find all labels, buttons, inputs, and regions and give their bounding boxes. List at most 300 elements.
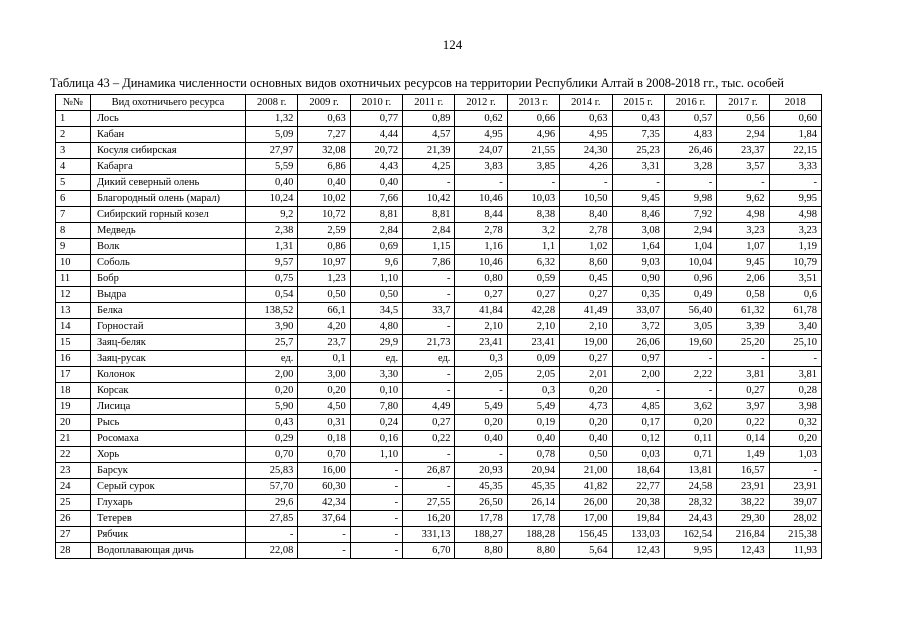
value-cell: 28,32 [664, 495, 716, 511]
value-cell: 3,81 [717, 367, 769, 383]
value-cell: 3,00 [298, 367, 350, 383]
value-cell: 0,19 [507, 415, 559, 431]
species-name-cell: Хорь [91, 447, 246, 463]
value-cell: ед. [246, 351, 298, 367]
value-cell: 0,80 [455, 271, 507, 287]
value-cell: 9,6 [350, 255, 402, 271]
value-cell: 3,23 [717, 223, 769, 239]
table-row [56, 527, 822, 543]
species-name-cell: Глухарь [91, 495, 246, 511]
value-cell: 4,49 [403, 399, 455, 415]
value-cell: 0,50 [560, 447, 612, 463]
column-header-species: Вид охотничьего ресурса [91, 95, 246, 111]
value-cell: 25,10 [769, 335, 821, 351]
species-name-cell: Колонок [91, 367, 246, 383]
value-cell: 25,7 [246, 335, 298, 351]
species-name-cell: Медведь [91, 223, 246, 239]
table-row [56, 303, 822, 319]
value-cell: 29,6 [246, 495, 298, 511]
value-cell: 1,84 [769, 127, 821, 143]
value-cell: 2,05 [455, 367, 507, 383]
value-cell: 0,11 [664, 431, 716, 447]
row-number-cell: 5 [56, 175, 91, 191]
column-header-year: 2013 г. [507, 95, 559, 111]
value-cell: 3,90 [246, 319, 298, 335]
value-cell: 2,00 [612, 367, 664, 383]
value-cell: 1,31 [246, 239, 298, 255]
value-cell: 45,35 [455, 479, 507, 495]
value-cell: 2,78 [455, 223, 507, 239]
value-cell: 0,20 [455, 415, 507, 431]
value-cell: - [298, 543, 350, 559]
value-cell: 4,73 [560, 399, 612, 415]
value-cell: 2,38 [246, 223, 298, 239]
value-cell: 4,20 [298, 319, 350, 335]
value-cell: 20,72 [350, 143, 402, 159]
row-number-cell: 19 [56, 399, 91, 415]
value-cell: 9,45 [612, 191, 664, 207]
value-cell: 21,00 [560, 463, 612, 479]
value-cell: 0,40 [507, 431, 559, 447]
value-cell: - [664, 175, 716, 191]
value-cell: 9,62 [717, 191, 769, 207]
value-cell: 0,97 [612, 351, 664, 367]
value-cell: - [350, 527, 402, 543]
value-cell: 0,69 [350, 239, 402, 255]
value-cell: 10,46 [455, 255, 507, 271]
species-name-cell: Серый сурок [91, 479, 246, 495]
table-row [56, 383, 822, 399]
row-number-cell: 3 [56, 143, 91, 159]
value-cell: 0,54 [246, 287, 298, 303]
value-cell: 9,98 [664, 191, 716, 207]
value-cell: 3,23 [769, 223, 821, 239]
value-cell: - [769, 463, 821, 479]
value-cell: 0,58 [717, 287, 769, 303]
species-name-cell: Волк [91, 239, 246, 255]
value-cell: 331,13 [403, 527, 455, 543]
value-cell: 24,58 [664, 479, 716, 495]
value-cell: 6,70 [403, 543, 455, 559]
value-cell: 7,35 [612, 127, 664, 143]
value-cell: 1,16 [455, 239, 507, 255]
value-cell: 9,2 [246, 207, 298, 223]
value-cell: - [612, 175, 664, 191]
value-cell: 23,37 [717, 143, 769, 159]
value-cell: 0,27 [507, 287, 559, 303]
species-name-cell: Рябчик [91, 527, 246, 543]
value-cell: 0,09 [507, 351, 559, 367]
value-cell: 0,6 [769, 287, 821, 303]
row-number-cell: 24 [56, 479, 91, 495]
column-header-year: 2009 г. [298, 95, 350, 111]
value-cell: 0,03 [612, 447, 664, 463]
value-cell: 2,10 [507, 319, 559, 335]
column-header-year: 2015 г. [612, 95, 664, 111]
value-cell: 39,07 [769, 495, 821, 511]
column-header-year: 2011 г. [403, 95, 455, 111]
value-cell: 10,46 [455, 191, 507, 207]
value-cell: 0,20 [560, 383, 612, 399]
value-cell: 4,95 [455, 127, 507, 143]
value-cell: - [403, 383, 455, 399]
value-cell: 1,04 [664, 239, 716, 255]
value-cell: 42,28 [507, 303, 559, 319]
value-cell: 5,59 [246, 159, 298, 175]
value-cell: 0,3 [507, 383, 559, 399]
value-cell: 0,57 [664, 111, 716, 127]
value-cell: 26,50 [455, 495, 507, 511]
row-number-cell: 21 [56, 431, 91, 447]
value-cell: 23,91 [717, 479, 769, 495]
row-number-cell: 20 [56, 415, 91, 431]
row-number-cell: 26 [56, 511, 91, 527]
value-cell: - [246, 527, 298, 543]
species-name-cell: Выдра [91, 287, 246, 303]
row-number-cell: 22 [56, 447, 91, 463]
table-row [56, 399, 822, 415]
value-cell: 41,49 [560, 303, 612, 319]
value-cell: 2,05 [507, 367, 559, 383]
value-cell: 8,44 [455, 207, 507, 223]
row-number-cell: 2 [56, 127, 91, 143]
value-cell: 0,70 [298, 447, 350, 463]
value-cell: 8,46 [612, 207, 664, 223]
row-number-cell: 12 [56, 287, 91, 303]
value-cell: 8,80 [507, 543, 559, 559]
value-cell: 21,73 [403, 335, 455, 351]
value-cell: - [717, 351, 769, 367]
species-name-cell: Барсук [91, 463, 246, 479]
value-cell: 3,98 [769, 399, 821, 415]
value-cell: 0,27 [560, 351, 612, 367]
species-name-cell: Росомаха [91, 431, 246, 447]
value-cell: 0,78 [507, 447, 559, 463]
species-name-cell: Горностай [91, 319, 246, 335]
value-cell: 0,59 [507, 271, 559, 287]
value-cell: 0,77 [350, 111, 402, 127]
value-cell: 8,81 [350, 207, 402, 223]
value-cell: 4,57 [403, 127, 455, 143]
value-cell: 4,98 [769, 207, 821, 223]
row-number-cell: 25 [56, 495, 91, 511]
value-cell: 0,60 [769, 111, 821, 127]
value-cell: 11,93 [769, 543, 821, 559]
value-cell: 38,22 [717, 495, 769, 511]
value-cell: 7,66 [350, 191, 402, 207]
column-header-year: 2018 [769, 95, 821, 111]
species-name-cell: Косуля сибирская [91, 143, 246, 159]
table-row [56, 479, 822, 495]
species-name-cell: Соболь [91, 255, 246, 271]
table-row [56, 463, 822, 479]
table-row [56, 287, 822, 303]
value-cell: 10,97 [298, 255, 350, 271]
value-cell: 2,94 [717, 127, 769, 143]
value-cell: 3,57 [717, 159, 769, 175]
value-cell: 24,07 [455, 143, 507, 159]
species-name-cell: Корсак [91, 383, 246, 399]
value-cell: 8,60 [560, 255, 612, 271]
value-cell: 0,50 [298, 287, 350, 303]
value-cell: 188,28 [507, 527, 559, 543]
value-cell: 19,84 [612, 511, 664, 527]
species-name-cell: Дикий северный олень [91, 175, 246, 191]
column-header-year: 2008 г. [246, 95, 298, 111]
value-cell: - [769, 351, 821, 367]
value-cell: 0,63 [560, 111, 612, 127]
value-cell: - [403, 175, 455, 191]
value-cell: 9,57 [246, 255, 298, 271]
value-cell: 7,86 [403, 255, 455, 271]
value-cell: 7,80 [350, 399, 402, 415]
table-row [56, 495, 822, 511]
value-cell: 0,40 [350, 175, 402, 191]
value-cell: 33,7 [403, 303, 455, 319]
value-cell: 4,26 [560, 159, 612, 175]
value-cell: 0,22 [717, 415, 769, 431]
value-cell: 0,24 [350, 415, 402, 431]
value-cell: 34,5 [350, 303, 402, 319]
table-body [56, 111, 822, 559]
value-cell: 16,00 [298, 463, 350, 479]
value-cell: 33,07 [612, 303, 664, 319]
value-cell: 2,78 [560, 223, 612, 239]
species-name-cell: Тетерев [91, 511, 246, 527]
value-cell: 20,38 [612, 495, 664, 511]
value-cell: 2,06 [717, 271, 769, 287]
value-cell: - [350, 495, 402, 511]
table-row [56, 207, 822, 223]
value-cell: 0,29 [246, 431, 298, 447]
value-cell: 8,38 [507, 207, 559, 223]
row-number-cell: 1 [56, 111, 91, 127]
value-cell: 3,40 [769, 319, 821, 335]
value-cell: 8,40 [560, 207, 612, 223]
value-cell: - [612, 383, 664, 399]
species-name-cell: Сибирский горный козел [91, 207, 246, 223]
value-cell: 56,40 [664, 303, 716, 319]
value-cell: 0,35 [612, 287, 664, 303]
value-cell: 9,03 [612, 255, 664, 271]
value-cell: 66,1 [298, 303, 350, 319]
value-cell: 4,96 [507, 127, 559, 143]
value-cell: 16,20 [403, 511, 455, 527]
value-cell: 4,98 [717, 207, 769, 223]
value-cell: 1,10 [350, 447, 402, 463]
value-cell: 2,84 [350, 223, 402, 239]
value-cell: 10,24 [246, 191, 298, 207]
value-cell: 3,39 [717, 319, 769, 335]
value-cell: - [403, 447, 455, 463]
value-cell: 0,86 [298, 239, 350, 255]
value-cell: - [560, 175, 612, 191]
value-cell: 0,40 [455, 431, 507, 447]
value-cell: 1,10 [350, 271, 402, 287]
value-cell: 5,64 [560, 543, 612, 559]
value-cell: 3,30 [350, 367, 402, 383]
row-number-cell: 11 [56, 271, 91, 287]
value-cell: 3,05 [664, 319, 716, 335]
table-row [56, 239, 822, 255]
value-cell: 3,51 [769, 271, 821, 287]
species-name-cell: Бобр [91, 271, 246, 287]
table-row [56, 543, 822, 559]
value-cell: - [403, 271, 455, 287]
table-row [56, 319, 822, 335]
value-cell: - [455, 175, 507, 191]
hunting-resources-table [55, 94, 822, 559]
row-number-cell: 6 [56, 191, 91, 207]
table-row [56, 111, 822, 127]
value-cell: 26,46 [664, 143, 716, 159]
value-cell: 0,96 [664, 271, 716, 287]
value-cell: 0,89 [403, 111, 455, 127]
value-cell: 1,07 [717, 239, 769, 255]
value-cell: - [350, 463, 402, 479]
value-cell: - [507, 175, 559, 191]
species-name-cell: Кабан [91, 127, 246, 143]
value-cell: 23,41 [507, 335, 559, 351]
value-cell: 7,92 [664, 207, 716, 223]
value-cell: - [350, 543, 402, 559]
value-cell: 0,22 [403, 431, 455, 447]
value-cell: 0,62 [455, 111, 507, 127]
value-cell: 18,64 [612, 463, 664, 479]
table-row [56, 175, 822, 191]
value-cell: 26,14 [507, 495, 559, 511]
value-cell: 23,41 [455, 335, 507, 351]
value-cell: 3,2 [507, 223, 559, 239]
value-cell: 4,25 [403, 159, 455, 175]
value-cell: 4,83 [664, 127, 716, 143]
value-cell: 0,27 [403, 415, 455, 431]
value-cell: 32,08 [298, 143, 350, 159]
value-cell: 0,66 [507, 111, 559, 127]
value-cell: 17,00 [560, 511, 612, 527]
value-cell: 4,50 [298, 399, 350, 415]
column-header-year: 2016 г. [664, 95, 716, 111]
value-cell: 0,20 [560, 415, 612, 431]
value-cell: 1,15 [403, 239, 455, 255]
value-cell: 6,86 [298, 159, 350, 175]
table-row [56, 223, 822, 239]
value-cell: 10,72 [298, 207, 350, 223]
value-cell: 9,95 [664, 543, 716, 559]
value-cell: 3,83 [455, 159, 507, 175]
value-cell: 27,97 [246, 143, 298, 159]
table-row [56, 367, 822, 383]
value-cell: 13,81 [664, 463, 716, 479]
value-cell: ед. [403, 351, 455, 367]
row-number-cell: 17 [56, 367, 91, 383]
value-cell: 9,95 [769, 191, 821, 207]
value-cell: 0,70 [246, 447, 298, 463]
value-cell: 1,02 [560, 239, 612, 255]
value-cell: 0,1 [298, 351, 350, 367]
value-cell: 17,78 [455, 511, 507, 527]
value-cell: 2,01 [560, 367, 612, 383]
value-cell: 22,08 [246, 543, 298, 559]
value-cell: 0,45 [560, 271, 612, 287]
row-number-cell: 15 [56, 335, 91, 351]
column-header-year: 2012 г. [455, 95, 507, 111]
value-cell: 21,39 [403, 143, 455, 159]
value-cell: 0,27 [717, 383, 769, 399]
value-cell: 61,32 [717, 303, 769, 319]
value-cell: 27,55 [403, 495, 455, 511]
value-cell: 0,49 [664, 287, 716, 303]
value-cell: 0,75 [246, 271, 298, 287]
value-cell: 42,34 [298, 495, 350, 511]
value-cell: 20,93 [455, 463, 507, 479]
table-row [56, 431, 822, 447]
value-cell: 1,49 [717, 447, 769, 463]
value-cell: 9,45 [717, 255, 769, 271]
value-cell: 0,27 [560, 287, 612, 303]
value-cell: - [664, 383, 716, 399]
value-cell: 2,10 [560, 319, 612, 335]
table-row [56, 271, 822, 287]
value-cell: 22,15 [769, 143, 821, 159]
value-cell: 3,31 [612, 159, 664, 175]
value-cell: 0,31 [298, 415, 350, 431]
value-cell: 1,1 [507, 239, 559, 255]
value-cell: 0,50 [350, 287, 402, 303]
row-number-cell: 14 [56, 319, 91, 335]
row-number-cell: 9 [56, 239, 91, 255]
value-cell: 10,03 [507, 191, 559, 207]
value-cell: 3,85 [507, 159, 559, 175]
value-cell: 0,40 [560, 431, 612, 447]
row-number-cell: 4 [56, 159, 91, 175]
value-cell: 2,84 [403, 223, 455, 239]
value-cell: 188,27 [455, 527, 507, 543]
table-row [56, 511, 822, 527]
value-cell: 3,33 [769, 159, 821, 175]
value-cell: 41,84 [455, 303, 507, 319]
value-cell: 19,00 [560, 335, 612, 351]
value-cell: 4,95 [560, 127, 612, 143]
value-cell: 3,72 [612, 319, 664, 335]
value-cell: 1,19 [769, 239, 821, 255]
value-cell: 5,49 [507, 399, 559, 415]
species-name-cell: Водоплавающая дичь [91, 543, 246, 559]
value-cell: 24,43 [664, 511, 716, 527]
value-cell: 2,94 [664, 223, 716, 239]
column-header-year: 2014 г. [560, 95, 612, 111]
value-cell: - [664, 351, 716, 367]
table-row [56, 351, 822, 367]
column-header-number: №№ [56, 95, 91, 111]
value-cell: 0,20 [664, 415, 716, 431]
value-cell: 0,20 [298, 383, 350, 399]
table-header-row [56, 95, 822, 111]
table-row [56, 127, 822, 143]
value-cell: 12,43 [612, 543, 664, 559]
table-row [56, 143, 822, 159]
value-cell: 61,78 [769, 303, 821, 319]
value-cell: 0,18 [298, 431, 350, 447]
value-cell: 1,23 [298, 271, 350, 287]
value-cell: 162,54 [664, 527, 716, 543]
species-name-cell: Кабарга [91, 159, 246, 175]
value-cell: 27,85 [246, 511, 298, 527]
value-cell: 57,70 [246, 479, 298, 495]
value-cell: 45,35 [507, 479, 559, 495]
value-cell: 0,20 [769, 431, 821, 447]
value-cell: 10,02 [298, 191, 350, 207]
